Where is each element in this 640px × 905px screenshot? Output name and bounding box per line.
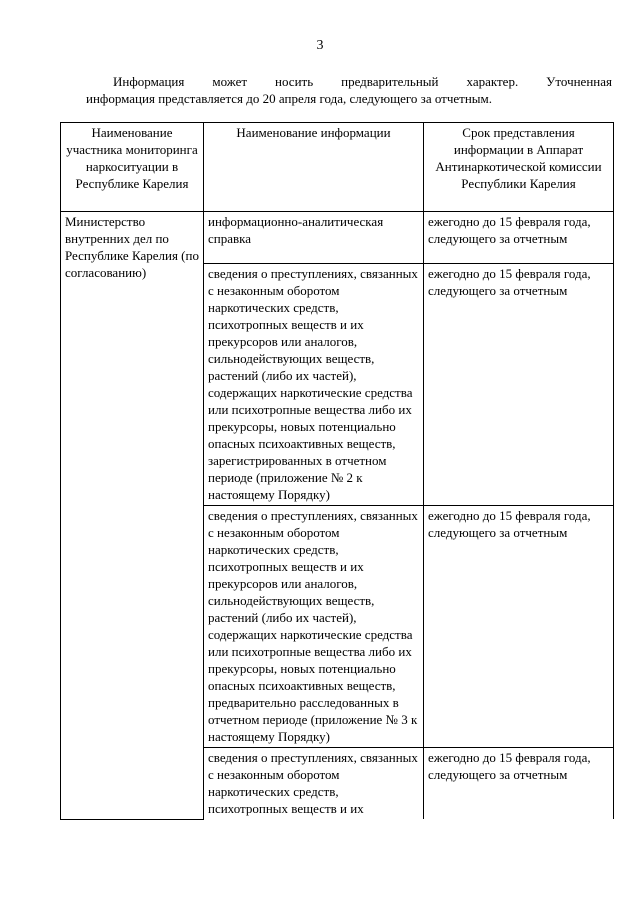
header-deadline: Срок представления информации в Аппарат Антинаркотической комиссии Республики Карелия <box>424 123 614 212</box>
intro-line-2: информация представляется до 20 апреля года, следующего за отчетным. <box>86 91 493 106</box>
info-cell: сведения о преступлениях, связанных с незаконным оборотом наркотических средств, психотропных веществ и их прекурсоров или аналогов, сильнодействующих веществ, растений (либо их частей), содержащих наркотические средства или психотропные вещества либо их прекурсоры, новых потенциально опасных психоактивных веществ, зарегистрированных в отчетном периоде (приложение № 2 к настоящему Порядку) <box>204 264 424 506</box>
table-header-row <box>61 123 614 212</box>
info-cell: сведения о преступлениях, связанных с незаконным оборотом наркотических средств, психотропных веществ и их <box>204 748 424 820</box>
deadline-cell: ежегодно до 15 февраля года, следующего за отчетным <box>424 212 614 264</box>
header-participant: Наименование участника мониторинга наркоситуации в Республике Карелия <box>61 123 204 212</box>
table-row <box>61 212 614 264</box>
info-cell: информационно-аналитическая справка <box>204 212 424 264</box>
header-info-name: Наименование информации <box>204 123 424 212</box>
info-cell: сведения о преступлениях, связанных с незаконным оборотом наркотических средств, психотропных веществ и их прекурсоров или аналогов, сильнодействующих веществ, растений (либо их частей), содержащих наркотические средства или психотропные вещества либо их прекурсоры, новых потенциально опасных психоактивных веществ, предварительно расследованных в отчетном периоде (приложение № 3 к настоящему Порядку) <box>204 506 424 748</box>
intro-paragraph <box>86 73 612 107</box>
deadline-cell: ежегодно до 15 февраля года, следующего за отчетным <box>424 506 614 748</box>
participant-cell: Министерство внутренних дел по Республике Карелия (по согласованию) <box>61 212 204 820</box>
deadline-cell: ежегодно до 15 февраля года, следующего за отчетным <box>424 264 614 506</box>
deadline-cell: ежегодно до 15 февраля года, следующего за отчетным <box>424 748 614 820</box>
page-number: 3 <box>316 38 324 53</box>
intro-line-1: Информация может носить предварительный характер. Уточненная <box>113 74 612 89</box>
reporting-table <box>60 122 614 820</box>
